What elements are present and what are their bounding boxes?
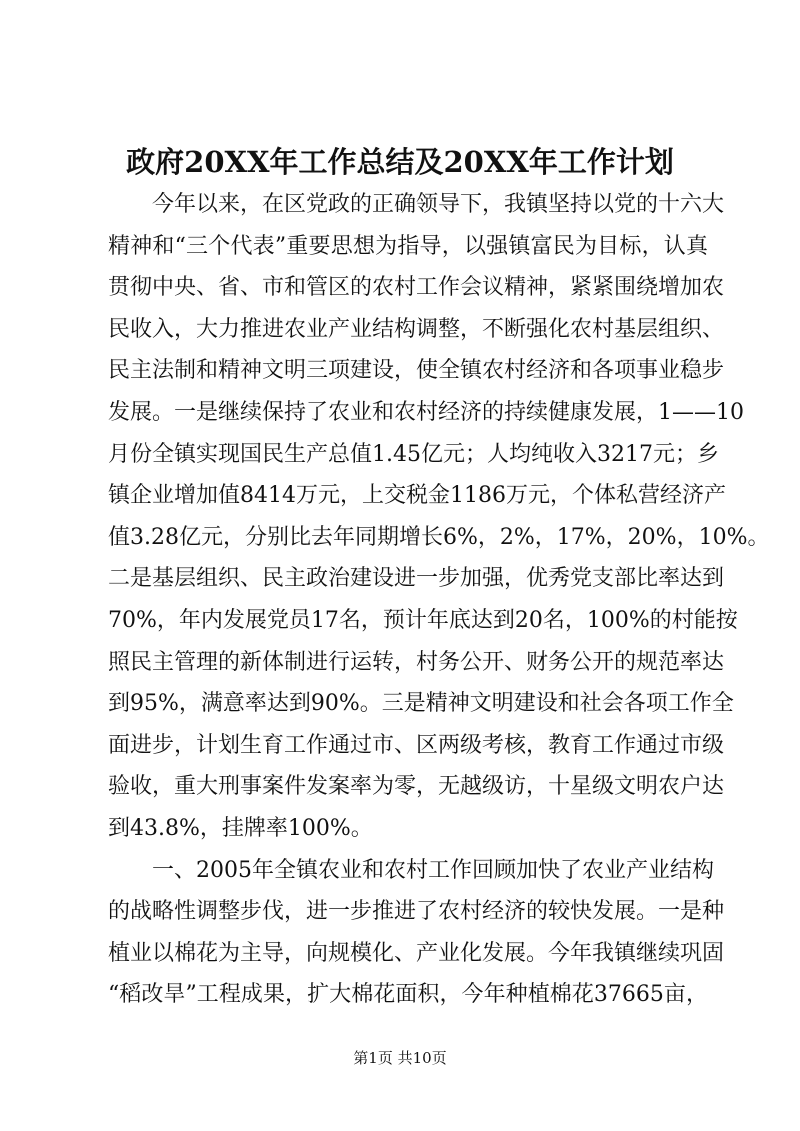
paragraph-1 bbox=[108, 184, 770, 850]
text-line: 70%，年内发展党员17名，预计年底达到20名，100%的村能按 bbox=[108, 607, 738, 633]
text-line: 镇企业增加值8414万元，上交税金1186万元，个体私营经济产 bbox=[108, 483, 726, 509]
paragraph-2 bbox=[108, 850, 725, 1016]
text-line: 发展。一是继续保持了农业和农村经济的持续健康发展，1——10 bbox=[108, 399, 744, 425]
text-line: “稻改旱”工程成果，扩大棉花面积，今年种植棉花37665亩， bbox=[108, 982, 708, 1008]
text-line: 民主法制和精神文明三项建设，使全镇农村经济和各项事业稳步 bbox=[108, 358, 725, 384]
text-line: 精神和“三个代表”重要思想为指导，以强镇富民为目标，认真 bbox=[108, 233, 708, 259]
text-line: 到43.8%，挂牌率100%。 bbox=[108, 815, 373, 841]
text-line: 今年以来，在区党政的正确领导下，我镇坚持以党的十六大 bbox=[152, 192, 725, 217]
text-line: 验收，重大刑事案件发案率为零，无越级访，十星级文明农户达 bbox=[108, 774, 725, 800]
page-number-footer: 第1页 共10页 bbox=[353, 1049, 447, 1067]
document-body bbox=[108, 184, 770, 1016]
text-line: 二是基层组织、民主政治建设进一步加强，优秀党支部比率达到 bbox=[108, 566, 725, 592]
text-line: 到95%，满意率达到90%。三是精神文明建设和社会各项工作全 bbox=[108, 691, 734, 717]
text-line: 一、2005年全镇农业和农村工作回顾加快了农业产业结构 bbox=[152, 857, 714, 883]
text-line: 贯彻中央、省、市和管区的农村工作会议精神，紧紧围绕增加农 bbox=[108, 275, 725, 301]
text-line: 值3.28亿元，分别比去年同期增长6%，2%，17%，20%，10%。 bbox=[108, 524, 770, 550]
text-line: 照民主管理的新体制进行运转，村务公开、财务公开的规范率达 bbox=[108, 649, 725, 675]
text-line: 民收入，大力推进农业产业结构调整，不断强化农村基层组织、 bbox=[108, 316, 725, 342]
text-line: 面进步，计划生育工作通过市、区两级考核，教育工作通过市级 bbox=[108, 732, 725, 758]
text-line: 月份全镇实现国民生产总值1.45亿元；人均纯收入3217元；乡 bbox=[108, 441, 719, 467]
text-line: 的战略性调整步伐，进一步推进了农村经济的较快发展。一是种 bbox=[108, 899, 725, 925]
document-title: 政府20XX年工作总结及20XX年工作计划 bbox=[126, 145, 674, 179]
text-line: 植业以棉花为主导，向规模化、产业化发展。今年我镇继续巩固 bbox=[108, 940, 725, 966]
